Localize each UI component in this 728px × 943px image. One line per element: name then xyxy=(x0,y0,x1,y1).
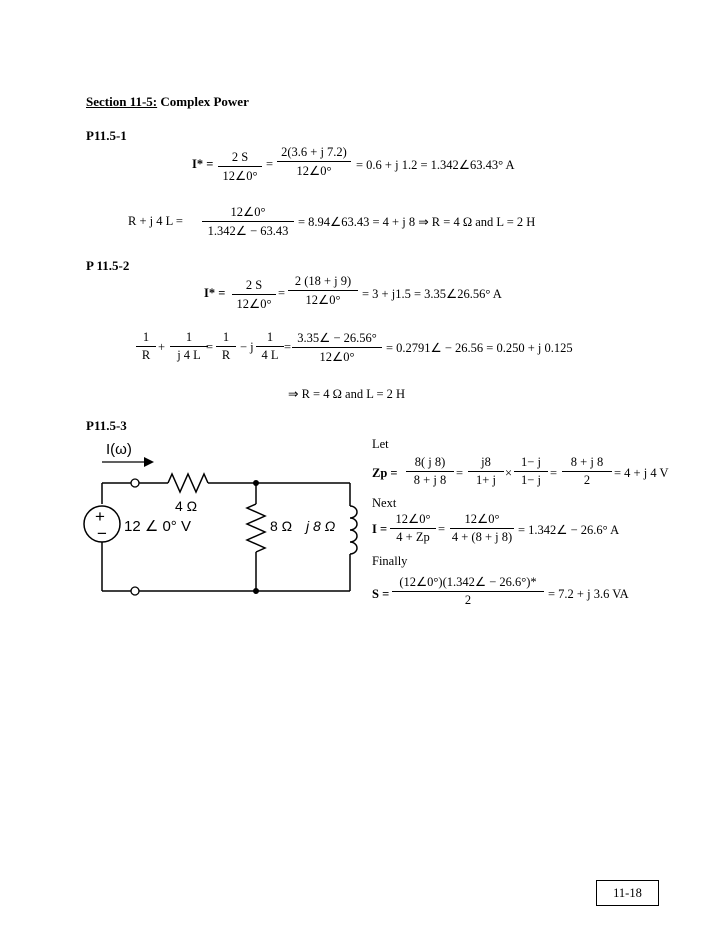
p1-eq1-frac1-num: 2 S xyxy=(231,150,249,164)
p2-eq2-frac-d-num: 1 xyxy=(266,330,274,344)
zp-frac4-num: 8 + j 8 xyxy=(570,455,604,469)
p2-eq2-frac-c-num: 1 xyxy=(222,330,230,344)
current-frac2 xyxy=(450,511,514,545)
zp-lhs: Zp = xyxy=(372,466,398,480)
current-frac1-den: 4 + Zp xyxy=(396,530,430,544)
p1-eq1-frac1-den: 12∠0° xyxy=(222,169,258,183)
p2-eq2-frac-c xyxy=(216,330,236,363)
let-label: Let xyxy=(372,437,389,451)
p2-eq2-rest: = 0.2791∠ − 26.56 = 0.250 + j 0.125 xyxy=(386,341,573,355)
next-label: Next xyxy=(372,496,397,510)
p2-result: ⇒ R = 4 Ω and L = 2 H xyxy=(288,387,406,401)
current-eq1: = xyxy=(438,522,446,536)
current-arrow-head xyxy=(144,457,154,467)
power-frac1-den: 2 xyxy=(464,593,472,607)
p1-eq2-frac1-num: 12∠0° xyxy=(230,205,266,219)
p2-eq2-frac-e-den: 12∠0° xyxy=(319,350,355,364)
problem-1-id: P11.5-1 xyxy=(86,128,127,143)
section-header xyxy=(86,94,249,110)
source-plus: + xyxy=(95,507,105,526)
source-minus: − xyxy=(97,524,107,543)
resistor-8-ohm xyxy=(247,504,265,552)
current-rest: = 1.342∠ − 26.6° A xyxy=(518,523,620,537)
zp-frac2 xyxy=(468,455,504,488)
zp-frac3-num: 1− j xyxy=(521,455,541,469)
zp-frac2-num: j8 xyxy=(481,455,491,469)
p2-eq2-eq1: = xyxy=(206,340,214,354)
current-label: I(ω) xyxy=(106,441,132,458)
current-frac2-den: 4 + (8 + j 8) xyxy=(451,530,513,544)
p2-eq1-frac1 xyxy=(232,278,276,312)
problem-3-id: P11.5-3 xyxy=(86,418,127,433)
p2-eq1-frac2-num: 2 (18 + j 9) xyxy=(294,274,352,288)
zp-eq2: = xyxy=(550,466,558,480)
page-number: 11-18 xyxy=(596,880,659,906)
power-frac1 xyxy=(392,574,544,608)
p2-eq2-frac-e-num: 3.35∠ − 26.56° xyxy=(297,331,377,345)
p2-eq2-frac-e xyxy=(292,330,382,365)
circuit-diagram xyxy=(80,436,370,606)
power-frac1-num: (12∠0°)(1.342∠ − 26.6°)* xyxy=(399,575,537,589)
p1-eq1-frac2 xyxy=(277,145,351,179)
p2-eq2-frac-a-num: 1 xyxy=(142,330,150,344)
zp-frac1 xyxy=(406,455,454,488)
p2-eq2-plus: + xyxy=(158,340,166,354)
zp-frac3 xyxy=(514,455,548,488)
source-label: 12 ∠ 0° V xyxy=(124,518,191,535)
p2-eq2-frac-b xyxy=(170,330,208,363)
p2-eq1-lhs: I* = xyxy=(204,286,226,300)
resistor-4-ohm-label: 4 Ω xyxy=(175,498,198,514)
terminal-bottom-left xyxy=(131,587,139,595)
p2-eq2-frac-a-den: R xyxy=(141,348,151,362)
p2-eq2-eq2: = xyxy=(284,340,292,354)
current-lhs: I = xyxy=(372,522,388,536)
p2-eq2-frac-b-den: j 4 L xyxy=(177,348,201,362)
p1-eq2-rest: = 8.94∠63.43 = 4 + j 8 ⇒ R = 4 Ω and L = 2 H xyxy=(298,215,536,229)
p2-eq2-frac-d-den: 4 L xyxy=(261,348,279,362)
p1-eq1-eq: = xyxy=(266,157,274,171)
zp-frac4 xyxy=(562,455,612,488)
p1-eq2-lhs: R + j 4 L = xyxy=(128,214,183,228)
terminal-top-left xyxy=(131,479,139,487)
zp-times: × xyxy=(505,466,513,480)
zp-frac2-den: 1+ j xyxy=(476,473,496,487)
p2-eq1-frac1-num: 2 S xyxy=(245,278,263,292)
zp-frac3-den: 1− j xyxy=(521,473,541,487)
p2-eq2-frac-a xyxy=(136,330,156,363)
p1-eq1-lhs: I* = xyxy=(192,157,214,171)
p1-eq1-frac1 xyxy=(218,150,262,184)
p2-eq1-rest: = 3 + j1.5 = 3.35∠26.56° A xyxy=(362,287,502,301)
p2-eq1-frac2 xyxy=(288,274,358,308)
resistor-4-ohm xyxy=(168,474,208,492)
zp-frac1-num: 8( j 8) xyxy=(414,455,446,469)
section-title: Complex Power xyxy=(160,94,249,109)
current-frac2-num: 12∠0° xyxy=(464,512,500,526)
p1-eq2-frac1 xyxy=(202,204,294,239)
zp-frac4-den: 2 xyxy=(583,473,591,487)
section-label: Section 11-5: xyxy=(86,94,158,109)
problem-2-id: P 11.5-2 xyxy=(86,258,130,273)
zp-eq1: = xyxy=(456,466,464,480)
p2-eq2-frac-b-num: 1 xyxy=(185,330,193,344)
finally-label: Finally xyxy=(372,554,408,568)
p1-eq1-frac2-num: 2(3.6 + j 7.2) xyxy=(281,145,347,159)
p1-eq1-rest: = 0.6 + j 1.2 = 1.342∠63.43° A xyxy=(356,158,515,172)
p2-eq2-frac-d xyxy=(256,330,284,363)
power-rest: = 7.2 + j 3.6 VA xyxy=(548,587,629,601)
inductor-label: j 8 Ω xyxy=(306,518,336,534)
p1-eq2-frac1-den: 1.342∠ − 63.43 xyxy=(207,224,289,238)
current-frac1 xyxy=(390,511,436,545)
inductor-j8-ohm xyxy=(350,506,357,554)
resistor-8-ohm-label: 8 Ω xyxy=(270,518,293,534)
p2-eq1-frac2-den: 12∠0° xyxy=(305,293,341,307)
power-lhs: S = xyxy=(372,587,390,601)
p2-eq2-frac-c-den: R xyxy=(221,348,231,362)
zp-rest: = 4 + j 4 V xyxy=(614,466,669,480)
p2-eq2-minus-j: − j xyxy=(240,340,254,354)
p2-eq1-frac1-den: 12∠0° xyxy=(236,297,272,311)
p1-eq1-frac2-den: 12∠0° xyxy=(296,164,332,178)
p2-eq1-eq: = xyxy=(278,286,286,300)
node-bottom xyxy=(253,588,259,594)
zp-frac1-den: 8 + j 8 xyxy=(413,473,447,487)
current-frac1-num: 12∠0° xyxy=(395,512,431,526)
